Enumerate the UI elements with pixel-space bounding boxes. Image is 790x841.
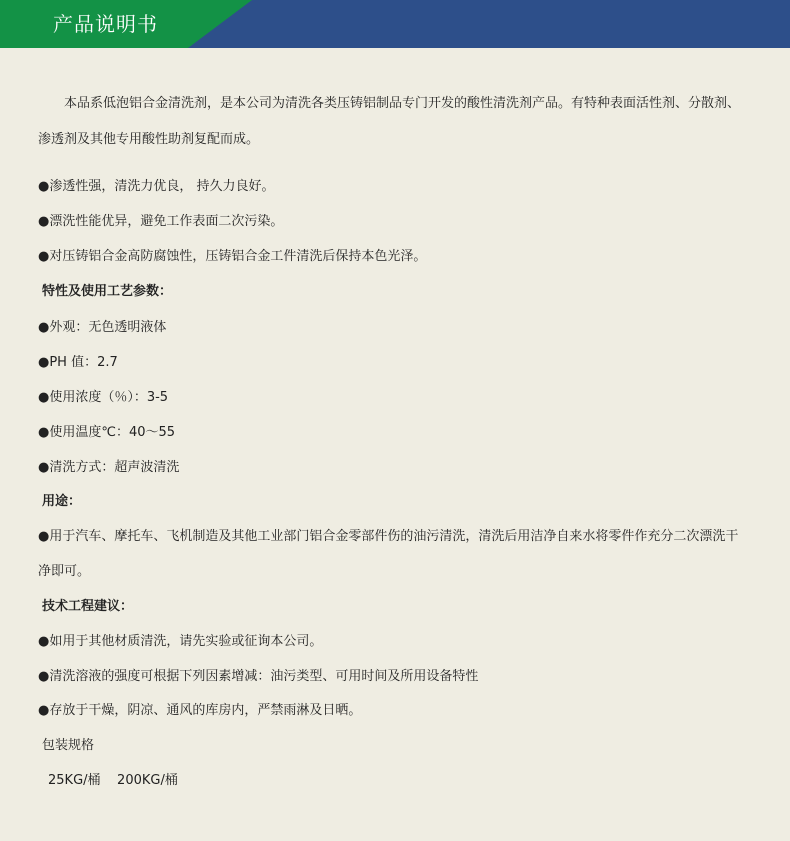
usage-heading: 用途： xyxy=(42,494,82,509)
advice-heading: 技术工程建议： xyxy=(42,599,134,614)
feature-item: ●漂洗性能优异，避免工作表面二次污染。 xyxy=(38,214,284,229)
param-item: ●使用温度℃：40～55 xyxy=(38,425,176,440)
advice-item: ●如用于其他材质清洗，请先实验或征询本公司。 xyxy=(38,634,323,649)
param-item: ●使用浓度（％）：3-5 xyxy=(38,390,169,405)
params-heading: 特性及使用工艺参数： xyxy=(42,284,173,299)
param-item: ●外观：无色透明液体 xyxy=(38,320,167,335)
packaging-value: 25KG/桶 200KG/桶 xyxy=(48,773,178,788)
usage-line-2: 净即可。 xyxy=(38,564,91,579)
advice-item: ●存放于干燥，阴凉、通风的库房内，严禁雨淋及日晒。 xyxy=(38,703,362,718)
intro-line-1: 本品系低泡铝合金清洗剂，是本公司为清洗各类压铸铝制品专门开发的酸性清洗剂产品。有特种表面活性剂、分散剂、 xyxy=(64,96,741,111)
param-item: ●清洗方式：超声波清洗 xyxy=(38,460,180,475)
feature-item: ●对压铸铝合金高防腐蚀性，压铸铝合金工件清洗后保持本色光泽。 xyxy=(38,249,427,264)
intro-line-2: 渗透剂及其他专用酸性助剂复配而成。 xyxy=(38,132,260,147)
advice-item: ●清洗溶液的强度可根据下列因素增减：油污类型、可用时间及所用设备特性 xyxy=(38,669,479,684)
usage-line-1: ●用于汽车、摩托车、飞机制造及其他工业部门铝合金零部件伤的油污清洗，清洗后用洁净自来水将零件作充分二次漂洗干 xyxy=(38,529,739,544)
page-title: 产品说明书 xyxy=(53,12,158,36)
packaging-label: 包装规格 xyxy=(42,738,95,753)
param-item: ●PH 值：2.7 xyxy=(38,355,118,370)
feature-item: ●渗透性强，清洗力优良， 持久力良好。 xyxy=(38,179,275,194)
header-bar xyxy=(0,0,790,48)
